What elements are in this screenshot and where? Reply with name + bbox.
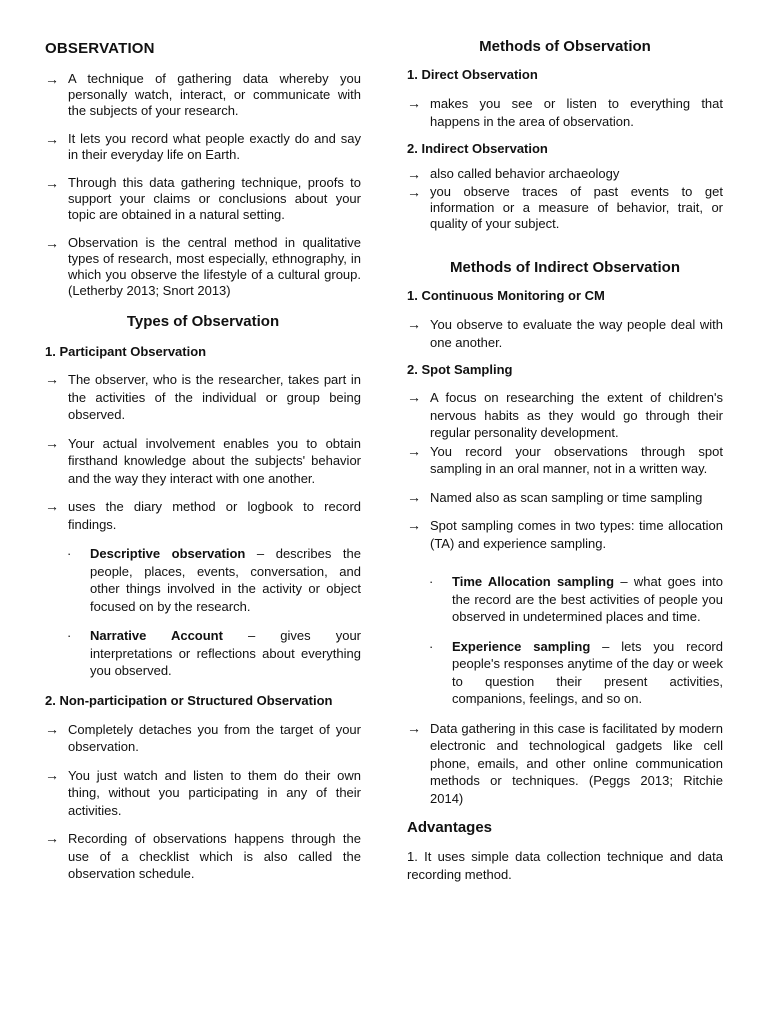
subheading-spot-sampling: 2. Spot Sampling: [407, 362, 513, 377]
arrow-icon: →: [45, 830, 59, 846]
arrow-icon: →: [45, 71, 59, 87]
bullet-item: · Descriptive observation – describes the people, places, events, conversation, and other things involved in the activity or object focused on by the research.: [67, 546, 361, 614]
list-item: → makes you see or listen to everything that happens in the area of observation.: [407, 95, 723, 129]
arrow-icon: →: [45, 434, 59, 451]
list-item: → The observer, who is the researcher, takes part in the activities of the individual or group being observed.: [45, 371, 361, 422]
left-column: [45, 38, 361, 883]
list-item: → It lets you record what people exactly do and say in their everyday life on Earth.: [45, 131, 361, 162]
list-item: → You record your observations through spot sampling in an oral manner, not in a written way.: [407, 442, 723, 476]
bullet-icon: ·: [67, 546, 72, 561]
arrow-icon: →: [407, 442, 421, 459]
subheading-participant: 1. Participant Observation: [45, 344, 207, 359]
arrow-icon: →: [407, 316, 421, 332]
list-item: → you observe traces of past events to get information or a measure of behavior, trait, or quality of your subject.: [407, 184, 723, 231]
arrow-icon: →: [407, 166, 421, 182]
section-heading-types: Types of Observation: [126, 313, 280, 330]
section-heading-indirect-methods: Methods of Indirect Observation: [449, 259, 681, 276]
list-item: → Completely detaches you from the target of your observation.: [45, 720, 361, 754]
arrow-icon: →: [45, 720, 59, 737]
arrow-icon: →: [407, 184, 421, 200]
list-item: → Through this data gathering technique, proofs to support your claims or conclusions about your topic are obtained in a natural setting.: [45, 175, 361, 222]
arrow-icon: →: [407, 488, 421, 505]
arrow-icon: →: [407, 389, 421, 405]
list-item: → Your actual involvement enables you to obtain firsthand knowledge about the subjects' behavior and the way they interact with one another.: [45, 434, 361, 486]
arrow-icon: →: [407, 95, 421, 111]
bullet-icon: ·: [429, 574, 434, 589]
arrow-icon: →: [45, 235, 59, 251]
subheading-direct: 1. Direct Observation: [407, 67, 538, 82]
list-item: → A technique of gathering data whereby you personally watch, interact, or communicate with the subjects of your research.: [45, 71, 361, 118]
arrow-icon: →: [45, 131, 59, 147]
bullet-icon: ·: [67, 628, 72, 643]
arrow-icon: →: [407, 719, 421, 736]
subheading-nonparticipation: 2. Non-participation or Structured Observation: [45, 692, 333, 708]
arrow-icon: →: [407, 517, 421, 533]
advantage-item: 1. It uses simple data collection technique and data recording method.: [407, 849, 723, 882]
list-item: → You just watch and listen to them do their own thing, without you participating in any of their activities.: [45, 766, 361, 818]
arrow-icon: →: [45, 498, 59, 514]
page-title: OBSERVATION: [45, 40, 155, 57]
bullet-item: · Experience sampling – lets you record people's responses anytime of the day or week to question their present activities, companions, feelings, and so on.: [429, 638, 723, 706]
arrow-icon: →: [45, 371, 59, 387]
list-item: → A focus on researching the extent of children's nervous habits as they would go through their regular personality development.: [407, 389, 723, 440]
list-item: → uses the diary method or logbook to record findings.: [45, 498, 361, 532]
subheading-continuous-monitoring: 1. Continuous Monitoring or CM: [407, 288, 605, 303]
list-item: → Observation is the central method in qualitative types of research, most especially, ethnography, in which you observe the lifestyle of a cultural group. (Letherby 2013; Snort 2013): [45, 235, 361, 298]
right-column: [407, 38, 723, 883]
section-heading-methods: Methods of Observation: [479, 38, 651, 55]
bullet-item: · Time Allocation sampling – what goes into the record are the best activities of people you observed in undetermined places and time.: [429, 574, 724, 624]
bullet-item: · Narrative Account – gives your interpretations or reflections about everything you observed.: [67, 628, 362, 678]
list-item: → You observe to evaluate the way people deal with one another.: [407, 316, 723, 350]
list-item: → Recording of observations happens through the use of a checklist which is also called the observation schedule.: [45, 830, 361, 881]
arrow-icon: →: [45, 766, 59, 783]
subheading-indirect: 2. Indirect Observation: [407, 141, 548, 156]
bullet-icon: ·: [429, 638, 434, 654]
list-item: → Named also as scan sampling or time sampling: [407, 488, 703, 505]
arrow-icon: →: [45, 175, 59, 191]
list-item: → Data gathering in this case is facilitated by modern electronic and technological gadgets like cell phone, emails, and other online communication methods or techniques. (Peggs 2013; Ritchie 2014): [407, 719, 723, 806]
section-heading-advantages: Advantages: [407, 819, 493, 836]
list-item: → Spot sampling comes in two types: time allocation (TA) and experience sampling.: [407, 517, 723, 551]
list-item: → also called behavior archaeology: [407, 166, 620, 182]
